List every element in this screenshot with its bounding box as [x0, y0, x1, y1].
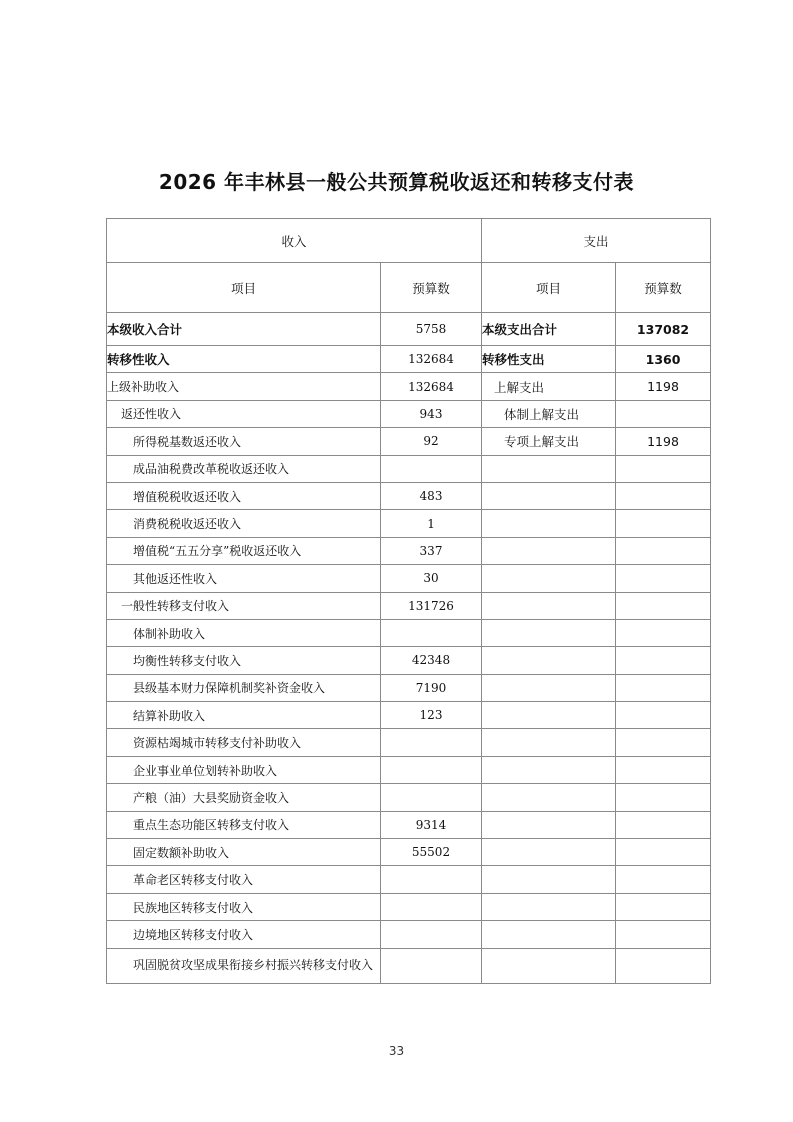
table-row — [107, 893, 711, 920]
expense-item — [482, 455, 616, 482]
expense-item — [482, 674, 616, 701]
budget-table — [106, 218, 711, 984]
expense-item — [482, 482, 616, 509]
expense-value — [616, 647, 711, 674]
expense-item — [482, 811, 616, 838]
income-item: 资源枯竭城市转移支付补助收入 — [107, 729, 381, 756]
expense-item — [482, 729, 616, 756]
income-item: 企业事业单位划转补助收入 — [107, 756, 381, 783]
expense-header: 支出 — [482, 219, 711, 263]
expense-value — [616, 537, 711, 564]
income-value: 9314 — [381, 811, 482, 838]
income-item: 民族地区转移支付收入 — [107, 893, 381, 920]
expense-value — [616, 674, 711, 701]
table-row — [107, 565, 711, 592]
table-row — [107, 948, 711, 983]
table-row — [107, 373, 711, 400]
income-item: 消费税税收返还收入 — [107, 510, 381, 537]
income-item: 上级补助收入 — [107, 373, 381, 400]
expense-item: 本级支出合计 — [482, 313, 616, 346]
income-value — [381, 729, 482, 756]
income-item: 巩固脱贫攻坚成果衔接乡村振兴转移支付收入 — [107, 948, 381, 983]
expense-value — [616, 866, 711, 893]
expense-value — [616, 400, 711, 427]
expense-item — [482, 784, 616, 811]
page-number: 33 — [388, 1044, 405, 1058]
table-row — [107, 729, 711, 756]
expense-value: 1198 — [616, 373, 711, 400]
income-value: 132684 — [381, 373, 482, 400]
table-row — [107, 647, 711, 674]
expense-value — [616, 839, 711, 866]
income-value — [381, 893, 482, 920]
table-row — [107, 537, 711, 564]
expense-item: 上解支出 — [482, 373, 616, 400]
expense-value — [616, 619, 711, 646]
expense-item — [482, 921, 616, 948]
income-value: 5758 — [381, 313, 482, 346]
income-value — [381, 619, 482, 646]
income-value: 7190 — [381, 674, 482, 701]
header-row-columns — [107, 263, 711, 313]
income-value: 337 — [381, 537, 482, 564]
income-item: 重点生态功能区转移支付收入 — [107, 811, 381, 838]
expense-item: 转移性支出 — [482, 346, 616, 373]
expense-item: 专项上解支出 — [482, 428, 616, 455]
expense-value — [616, 729, 711, 756]
income-item: 革命老区转移支付收入 — [107, 866, 381, 893]
expense-budget-header: 预算数 — [616, 263, 711, 313]
income-value: 55502 — [381, 839, 482, 866]
expense-value — [616, 756, 711, 783]
expense-item — [482, 619, 616, 646]
income-item: 县级基本财力保障机制奖补资金收入 — [107, 674, 381, 701]
expense-item — [482, 866, 616, 893]
expense-item — [482, 565, 616, 592]
income-item: 结算补助收入 — [107, 702, 381, 729]
table-row — [107, 756, 711, 783]
expense-value — [616, 565, 711, 592]
expense-value — [616, 893, 711, 920]
income-value: 92 — [381, 428, 482, 455]
income-value — [381, 756, 482, 783]
income-value — [381, 921, 482, 948]
income-item: 增值税税收返还收入 — [107, 482, 381, 509]
expense-item — [482, 537, 616, 564]
income-item: 所得税基数返还收入 — [107, 428, 381, 455]
expense-item — [482, 510, 616, 537]
table-row — [107, 839, 711, 866]
table-row — [107, 482, 711, 509]
table-row — [107, 619, 711, 646]
income-budget-header: 预算数 — [381, 263, 482, 313]
table-row — [107, 510, 711, 537]
expense-item-header: 项目 — [482, 263, 616, 313]
income-value: 483 — [381, 482, 482, 509]
income-value: 131726 — [381, 592, 482, 619]
income-value: 132684 — [381, 346, 482, 373]
table-row — [107, 428, 711, 455]
income-item: 产粮（油）大县奖励资金收入 — [107, 784, 381, 811]
income-item: 增值税“五五分享”税收返还收入 — [107, 537, 381, 564]
table-row — [107, 702, 711, 729]
expense-value: 1360 — [616, 346, 711, 373]
expense-item — [482, 948, 616, 983]
expense-item — [482, 893, 616, 920]
income-value — [381, 784, 482, 811]
page-title: 2026 年丰林县一般公共预算税收返还和转移支付表 — [158, 170, 635, 194]
income-item: 固定数额补助收入 — [107, 839, 381, 866]
income-header: 收入 — [107, 219, 482, 263]
expense-item — [482, 702, 616, 729]
income-value — [381, 948, 482, 983]
income-item: 其他返还性收入 — [107, 565, 381, 592]
income-value: 30 — [381, 565, 482, 592]
table-row — [107, 592, 711, 619]
income-item: 成品油税费改革税收返还收入 — [107, 455, 381, 482]
table-row — [107, 921, 711, 948]
income-item: 转移性收入 — [107, 346, 381, 373]
table-row — [107, 313, 711, 346]
income-value: 123 — [381, 702, 482, 729]
income-item: 一般性转移支付收入 — [107, 592, 381, 619]
table-row — [107, 346, 711, 373]
expense-value: 1198 — [616, 428, 711, 455]
income-item: 均衡性转移支付收入 — [107, 647, 381, 674]
header-row-group — [107, 219, 711, 263]
income-value — [381, 866, 482, 893]
expense-value: 137082 — [616, 313, 711, 346]
table-row — [107, 866, 711, 893]
income-item: 边境地区转移支付收入 — [107, 921, 381, 948]
table-row — [107, 400, 711, 427]
income-item: 体制补助收入 — [107, 619, 381, 646]
income-value — [381, 455, 482, 482]
expense-value — [616, 510, 711, 537]
expense-item — [482, 839, 616, 866]
expense-item — [482, 592, 616, 619]
income-value: 1 — [381, 510, 482, 537]
table-row — [107, 674, 711, 701]
expense-value — [616, 948, 711, 983]
expense-value — [616, 702, 711, 729]
expense-item — [482, 647, 616, 674]
income-item: 返还性收入 — [107, 400, 381, 427]
expense-value — [616, 482, 711, 509]
expense-value — [616, 784, 711, 811]
expense-value — [616, 811, 711, 838]
income-item-header: 项目 — [107, 263, 381, 313]
expense-item: 体制上解支出 — [482, 400, 616, 427]
table-row — [107, 455, 711, 482]
table-row — [107, 811, 711, 838]
income-value: 42348 — [381, 647, 482, 674]
table-row — [107, 784, 711, 811]
expense-value — [616, 455, 711, 482]
expense-item — [482, 756, 616, 783]
expense-value — [616, 592, 711, 619]
expense-value — [616, 921, 711, 948]
income-item: 本级收入合计 — [107, 313, 381, 346]
income-value: 943 — [381, 400, 482, 427]
